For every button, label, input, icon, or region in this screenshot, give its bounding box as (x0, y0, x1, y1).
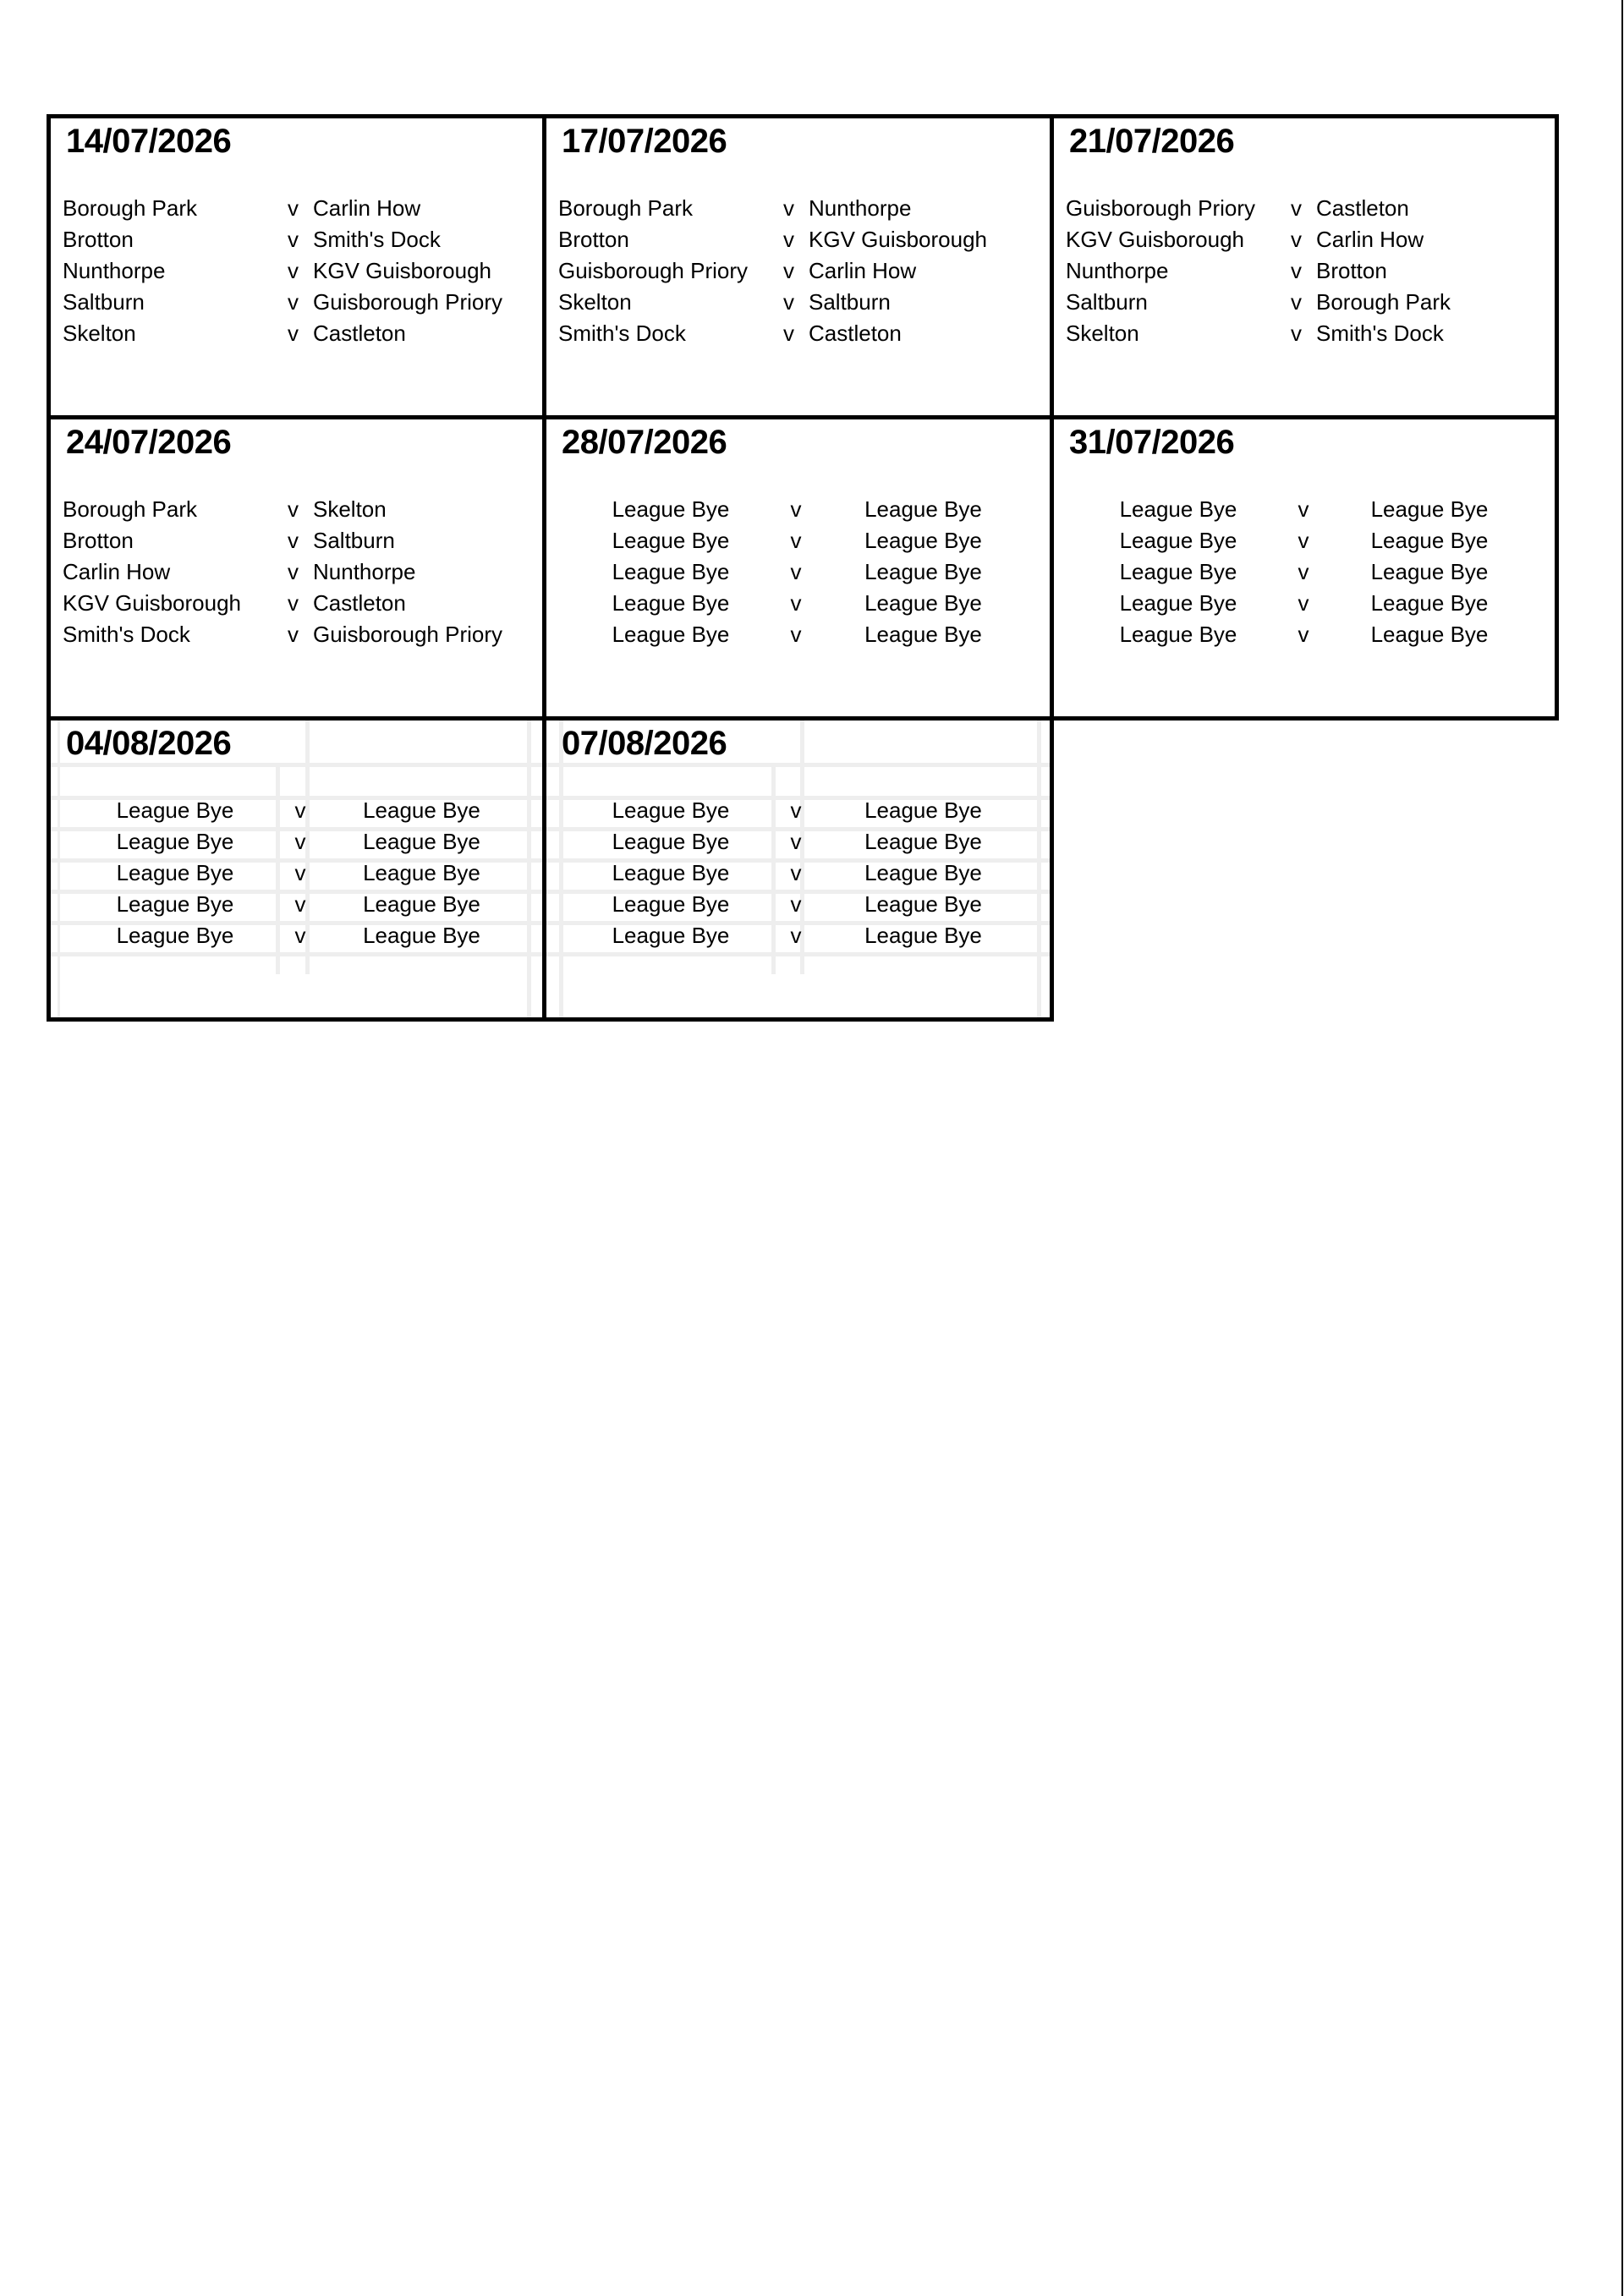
versus-label: v (1298, 496, 1309, 522)
home-team: League Bye (612, 622, 730, 647)
match-list (558, 193, 1041, 349)
versus-label: v (288, 590, 299, 616)
away-team: Nunthorpe (809, 195, 912, 221)
fixture-date: 17/07/2026 (562, 123, 727, 160)
home-team: Borough Park (63, 195, 197, 221)
home-team: KGV Guisborough (63, 590, 242, 616)
away-team: Carlin How (809, 258, 917, 283)
match-row (558, 193, 1041, 224)
match-row (63, 525, 534, 556)
match-row (1066, 619, 1543, 650)
match-row (558, 287, 1041, 318)
away-team: Borough Park (1316, 289, 1451, 315)
home-team: Skelton (1066, 321, 1139, 346)
away-team: League Bye (864, 590, 982, 616)
away-team: Smith's Dock (1316, 321, 1444, 346)
fixture-date: 31/07/2026 (1069, 424, 1235, 461)
away-team: League Bye (1370, 528, 1489, 553)
match-row (558, 858, 1038, 889)
fixture-box-5 (1050, 415, 1559, 721)
versus-label: v (288, 321, 299, 346)
fixture-box-2 (1050, 114, 1559, 419)
away-team: League Bye (864, 860, 982, 885)
away-team: KGV Guisborough (809, 227, 988, 252)
match-row (63, 826, 530, 858)
away-team: League Bye (864, 829, 982, 854)
match-row (1066, 556, 1543, 588)
fixture-date: 21/07/2026 (1069, 123, 1235, 160)
match-list (558, 795, 1038, 951)
home-team: League Bye (1119, 528, 1237, 553)
match-list (1066, 494, 1543, 650)
gridline (51, 952, 542, 956)
away-team: League Bye (1370, 622, 1489, 647)
away-team: Skelton (313, 496, 387, 522)
home-team: League Bye (612, 496, 730, 522)
versus-label: v (783, 227, 794, 252)
away-team: League Bye (864, 797, 982, 823)
versus-label: v (1291, 195, 1302, 221)
versus-label: v (783, 258, 794, 283)
versus-label: v (790, 528, 802, 553)
versus-label: v (1291, 258, 1302, 283)
versus-label: v (288, 622, 299, 647)
match-row (63, 619, 534, 650)
match-row (63, 795, 530, 826)
versus-label: v (1291, 321, 1302, 346)
home-team: League Bye (1119, 496, 1237, 522)
versus-label: v (294, 860, 306, 885)
home-team: League Bye (612, 797, 730, 823)
versus-label: v (783, 321, 794, 346)
gridline (51, 763, 542, 767)
match-row (558, 556, 1038, 588)
home-team: Borough Park (63, 496, 197, 522)
versus-label: v (288, 496, 299, 522)
away-team: League Bye (363, 829, 480, 854)
match-row (1066, 318, 1546, 349)
away-team: League Bye (864, 622, 982, 647)
home-team: League Bye (116, 891, 234, 917)
fixture-date: 04/08/2026 (66, 725, 232, 762)
match-row (558, 795, 1038, 826)
match-row (1066, 193, 1546, 224)
versus-label: v (288, 195, 299, 221)
fixture-date: 28/07/2026 (562, 424, 727, 461)
match-row (558, 224, 1041, 255)
match-row (558, 826, 1038, 858)
home-team: League Bye (1119, 559, 1237, 584)
fixture-box-0 (47, 114, 546, 419)
match-row (63, 224, 534, 255)
match-row (558, 588, 1038, 619)
home-team: League Bye (612, 829, 730, 854)
match-row (558, 318, 1041, 349)
match-list (558, 494, 1038, 650)
fixture-box-6 (47, 716, 546, 1022)
home-team: League Bye (116, 860, 234, 885)
away-team: League Bye (1370, 559, 1489, 584)
home-team: Brotton (63, 227, 134, 252)
home-team: Nunthorpe (63, 258, 166, 283)
away-team: Brotton (1316, 258, 1387, 283)
match-row (558, 255, 1041, 287)
versus-label: v (790, 622, 802, 647)
away-team: League Bye (864, 891, 982, 917)
away-team: Castleton (313, 590, 406, 616)
versus-label: v (790, 559, 802, 584)
away-team: League Bye (864, 496, 982, 522)
gridline (546, 952, 1050, 956)
gridline (546, 763, 1050, 767)
away-team: KGV Guisborough (313, 258, 492, 283)
fixture-box-1 (542, 114, 1054, 419)
versus-label: v (790, 860, 802, 885)
match-list (63, 494, 534, 650)
versus-label: v (294, 923, 306, 948)
versus-label: v (790, 829, 802, 854)
match-row (63, 920, 530, 951)
versus-label: v (294, 891, 306, 917)
fixture-date: 07/08/2026 (562, 725, 727, 762)
match-row (1066, 255, 1546, 287)
home-team: League Bye (116, 797, 234, 823)
match-list (63, 193, 534, 349)
home-team: Smith's Dock (558, 321, 686, 346)
away-team: Saltburn (313, 528, 395, 553)
versus-label: v (1298, 590, 1309, 616)
match-row (558, 920, 1038, 951)
home-team: League Bye (1119, 622, 1237, 647)
away-team: Saltburn (809, 289, 891, 315)
away-team: League Bye (864, 559, 982, 584)
match-list (1066, 193, 1546, 349)
versus-label: v (294, 797, 306, 823)
home-team: Guisborough Priory (1066, 195, 1255, 221)
away-team: League Bye (1370, 590, 1489, 616)
match-row (558, 525, 1038, 556)
page-edge-divider (1621, 0, 1623, 2296)
away-team: Castleton (313, 321, 406, 346)
fixture-date: 14/07/2026 (66, 123, 232, 160)
match-row (1066, 588, 1543, 619)
versus-label: v (294, 829, 306, 854)
home-team: Borough Park (558, 195, 693, 221)
away-team: Guisborough Priory (313, 289, 502, 315)
fixture-date: 24/07/2026 (66, 424, 232, 461)
fixture-box-3 (47, 415, 546, 721)
away-team: Nunthorpe (313, 559, 416, 584)
away-team: League Bye (363, 923, 480, 948)
home-team: Saltburn (1066, 289, 1148, 315)
versus-label: v (288, 289, 299, 315)
home-team: Smith's Dock (63, 622, 190, 647)
away-team: League Bye (864, 528, 982, 553)
versus-label: v (288, 559, 299, 584)
home-team: League Bye (612, 590, 730, 616)
away-team: League Bye (363, 797, 480, 823)
home-team: League Bye (1119, 590, 1237, 616)
away-team: League Bye (363, 891, 480, 917)
home-team: Guisborough Priory (558, 258, 748, 283)
match-row (63, 318, 534, 349)
home-team: League Bye (612, 528, 730, 553)
match-row (63, 588, 534, 619)
versus-label: v (790, 797, 802, 823)
match-row (63, 556, 534, 588)
versus-label: v (288, 258, 299, 283)
match-row (558, 889, 1038, 920)
home-team: Brotton (558, 227, 629, 252)
away-team: Smith's Dock (313, 227, 441, 252)
away-team: Guisborough Priory (313, 622, 502, 647)
versus-label: v (1291, 289, 1302, 315)
versus-label: v (790, 923, 802, 948)
away-team: League Bye (363, 860, 480, 885)
versus-label: v (783, 195, 794, 221)
match-row (1066, 224, 1546, 255)
home-team: Skelton (558, 289, 632, 315)
versus-label: v (790, 891, 802, 917)
home-team: League Bye (612, 923, 730, 948)
match-row (63, 494, 534, 525)
versus-label: v (1298, 559, 1309, 584)
match-row (63, 255, 534, 287)
away-team: League Bye (864, 923, 982, 948)
home-team: Skelton (63, 321, 136, 346)
match-row (558, 494, 1038, 525)
match-row (63, 193, 534, 224)
versus-label: v (1291, 227, 1302, 252)
home-team: Carlin How (63, 559, 171, 584)
away-team: Carlin How (313, 195, 421, 221)
away-team: League Bye (1370, 496, 1489, 522)
home-team: League Bye (612, 559, 730, 584)
away-team: Castleton (809, 321, 902, 346)
home-team: Nunthorpe (1066, 258, 1169, 283)
match-list (63, 795, 530, 951)
versus-label: v (1298, 622, 1309, 647)
home-team: League Bye (612, 860, 730, 885)
home-team: League Bye (116, 923, 234, 948)
away-team: Carlin How (1316, 227, 1424, 252)
match-row (63, 858, 530, 889)
fixture-box-4 (542, 415, 1054, 721)
match-row (558, 619, 1038, 650)
home-team: League Bye (116, 829, 234, 854)
match-row (63, 889, 530, 920)
home-team: League Bye (612, 891, 730, 917)
versus-label: v (288, 528, 299, 553)
home-team: Brotton (63, 528, 134, 553)
fixture-box-7 (542, 716, 1054, 1022)
versus-label: v (288, 227, 299, 252)
home-team: Saltburn (63, 289, 145, 315)
match-row (1066, 494, 1543, 525)
versus-label: v (790, 496, 802, 522)
versus-label: v (783, 289, 794, 315)
match-row (1066, 287, 1546, 318)
away-team: Castleton (1316, 195, 1409, 221)
versus-label: v (790, 590, 802, 616)
match-row (63, 287, 534, 318)
home-team: KGV Guisborough (1066, 227, 1245, 252)
versus-label: v (1298, 528, 1309, 553)
match-row (1066, 525, 1543, 556)
